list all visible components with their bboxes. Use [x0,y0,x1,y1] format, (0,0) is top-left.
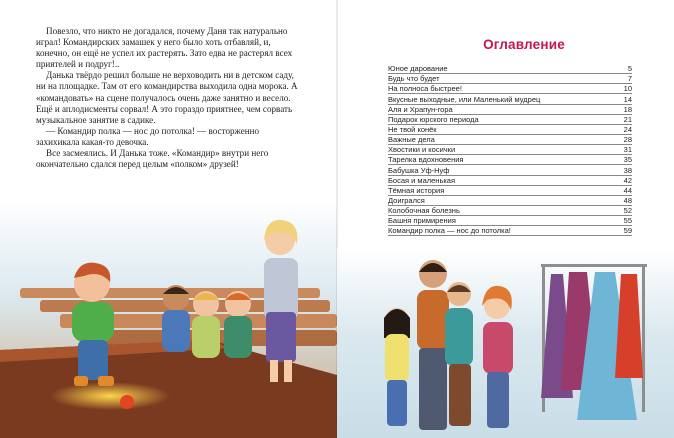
toc-entry-title: Будь что будет [388,74,440,84]
toc-entry-title: Босая и маленькая [388,175,456,185]
toc-entry[interactable] [388,125,632,135]
toc-entry-title: На полноса быстрее! [388,84,462,94]
clothes-rack [541,264,647,420]
toc-title: Оглавление [483,37,565,52]
toc-entry[interactable] [388,206,632,216]
toc-entry[interactable] [388,226,632,236]
teacher-character [264,220,298,382]
toc-entry-page: 5 [627,64,632,74]
toc-entry-page: 28 [623,135,632,145]
toc-entry-page: 14 [623,94,632,104]
toc-entry-title: Бабушка Уф-Нуф [388,165,450,175]
toc-entry-page: 10 [623,84,632,94]
toc-entry-title: Командир полка — нос до потолка! [388,226,511,236]
toc-entry-page: 38 [623,165,632,175]
toc-entry-page: 52 [623,206,632,216]
toc-entry[interactable] [388,196,632,206]
ball [120,395,134,409]
toc-entry-title: Юное дарование [388,64,448,74]
toc-entry[interactable] [388,94,632,104]
boy-character [72,263,114,386]
toc-entry[interactable] [388,176,632,186]
toc-entry-title: Тёмная история [388,185,445,195]
toc-entry-title: Колобочная болезнь [388,206,460,216]
toc-entry-title: Не твой конёк [388,124,437,134]
toc-entry[interactable] [388,105,632,115]
table-of-contents [388,64,632,236]
toc-entry[interactable] [388,216,632,226]
toc-entry-title: Тарелка вдохновения [388,155,464,165]
toc-entry[interactable] [388,74,632,84]
toc-entry[interactable] [388,186,632,196]
story-paragraph: Все засмеялись. И Данька тоже. «Командир» внутри него окончательно сдался перед целым «полком» друзей! [36,148,269,170]
toc-entry-page: 42 [623,175,632,185]
toc-entry[interactable] [388,135,632,145]
story-paragraph: — Командир полка — нос до потолка! — восторженно захихикала какая-то девочка. [36,125,260,147]
story-paragraph: Повезло, что никто не догадался, почему Даня так натурально играл! Командирских замашек у него было хоть отбавляй, и, конечно, он ещё не успел их растерять. Зато едва не растерял всех приятелей и подруг!.. [36,26,293,70]
toc-entry-title: Хвостики и косички [388,145,456,155]
toc-entry-page: 18 [623,104,632,114]
toc-entry-title: Вкусные выходные, или Маленький мудрец [388,94,541,104]
toc-entry-page: 21 [623,114,632,124]
toc-entry-page: 24 [623,124,632,134]
toc-entry-page: 55 [623,216,632,226]
toc-entry-page: 35 [623,155,632,165]
story-text [36,26,299,170]
story-paragraph: Данька твёрдо решил больше не верховодить ни в детском саду, ни на площадке. Там от его командирства выходила одна морока. А «командовать» на сцене получалось очень даже занятно и весело. Ещё и аплодисменты сорвал! А это гораздо приятнее, чем сорвать музыкальное занятие в садике. [36,70,298,125]
toc-entry-page: 7 [627,74,632,84]
toc-entry[interactable] [388,84,632,94]
toc-entry-page: 44 [623,185,632,195]
toc-entry-title: Доигрался [388,195,425,205]
toc-entry-title: Аля и Храпун-гора [388,104,453,114]
toc-entry[interactable] [388,145,632,155]
dressing-room-illustration [337,248,674,438]
toc-entry[interactable] [388,115,632,125]
toc-entry[interactable] [388,165,632,175]
stage-illustration [0,200,337,438]
toc-entry[interactable] [388,155,632,165]
children-group [162,285,252,358]
toc-entry-title: Башня примирения [388,216,456,226]
toc-entry-page: 31 [623,145,632,155]
toc-entry-page: 59 [623,226,632,236]
toc-entry-title: Подарок юрского периода [388,114,479,124]
toc-entry-page: 48 [623,195,632,205]
toc-entry[interactable] [388,64,632,74]
toc-entry-title: Важные дела [388,135,435,145]
